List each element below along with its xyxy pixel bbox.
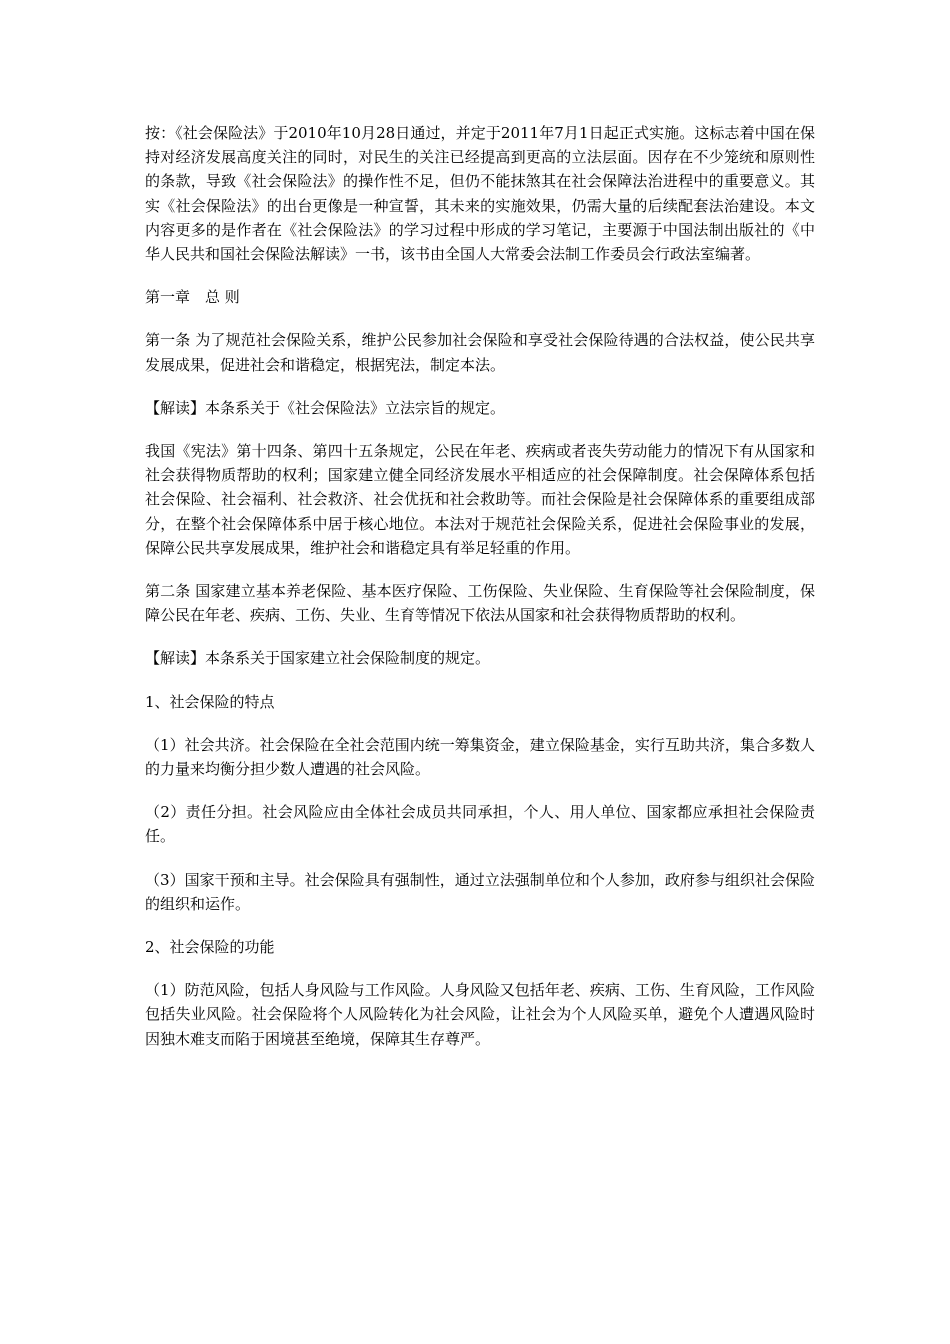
- article-2-interpretation-title: 【解读】本条系关于国家建立社会保险制度的规定。: [145, 649, 491, 668]
- section-heading-functions: 2、社会保险的功能: [145, 938, 275, 957]
- article-1-interpretation-title: 【解读】本条系关于《社会保险法》立法宗旨的规定。: [145, 398, 506, 417]
- article-1: 第一条 为了规范社会保险关系，维护公民参加社会保险和享受社会保险待遇的合法权益，使公民共享发展成果，促进社会和谐稳定，根据宪法，制定本法。: [145, 331, 815, 374]
- preface-paragraph: 按：《社会保险法》于2010年10月28日通过，并定于2011年7月1日起正式实施。这标志着中国在保持对经济发展高度关注的同时，对民生的关注已经提高到更高的立法层面。因存在不少笼统和原则性的条款，导致《社会保险法》的操作性不足，但仍不能抹煞其在社会保障法治进程中的重要意义。其实《社会保险法》的出台更像是一种宣誓，其未来的实施效果，仍需大量的后续配套法治建设。本文内容更多的是作者在《社会保险法》的学习过程中形成的学习笔记，主要源于中国法制出版社的《中华人民共和国社会保险法解读》一书，该书由全国人大常委会法制工作委员会行政法室编著。: [145, 124, 815, 264]
- document-page: [145, 121, 815, 1070]
- article-2: 第二条 国家建立基本养老保险、基本医疗保险、工伤保险、失业保险、生育保险等社会保险制度，保障公民在年老、疾病、工伤、失业、生育等情况下依法从国家和社会获得物质帮助的权利。: [145, 582, 815, 625]
- function-item-1: （1）防范风险，包括人身风险与工作风险。人身风险又包括年老、疾病、工伤、生育风险，工作风险包括失业风险。社会保险将个人风险转化为社会风险，让社会为个人风险买单，避免个人遭遇风险时因独木难支而陷于困境甚至绝境，保障其生存尊严。: [145, 981, 815, 1048]
- feature-item-3: （3）国家干预和主导。社会保险具有强制性，通过立法强制单位和个人参加，政府参与组织社会保险的组织和运作。: [145, 870, 815, 913]
- feature-item-1: （1）社会共济。社会保险在全社会范围内统一筹集资金，建立保险基金，实行互助共济，集合多数人的力量来均衡分担少数人遭遇的社会风险。: [145, 735, 815, 779]
- chapter-heading: 第一章 总 则: [145, 288, 240, 307]
- feature-item-2: （2）责任分担。社会风险应由全体社会成员共同承担，个人、用人单位、国家都应承担社会保险责任。: [145, 803, 815, 846]
- article-1-interpretation-body: 我国《宪法》第十四条、第四十五条规定，公民在年老、疾病或者丧失劳动能力的情况下有从国家和社会获得物质帮助的权利；国家建立健全同经济发展水平相适应的社会保障制度。社会保障体系包括社会保险、社会福利、社会救济、社会优抚和社会救助等。而社会保险是社会保障体系的重要组成部分，在整个社会保障体系中居于核心地位。本法对于规范社会保险关系，促进社会保险事业的发展，保障公民共享发展成果，维护社会和谐稳定具有举足轻重的作用。: [145, 442, 815, 557]
- section-heading-features: 1、社会保险的特点: [145, 692, 275, 711]
